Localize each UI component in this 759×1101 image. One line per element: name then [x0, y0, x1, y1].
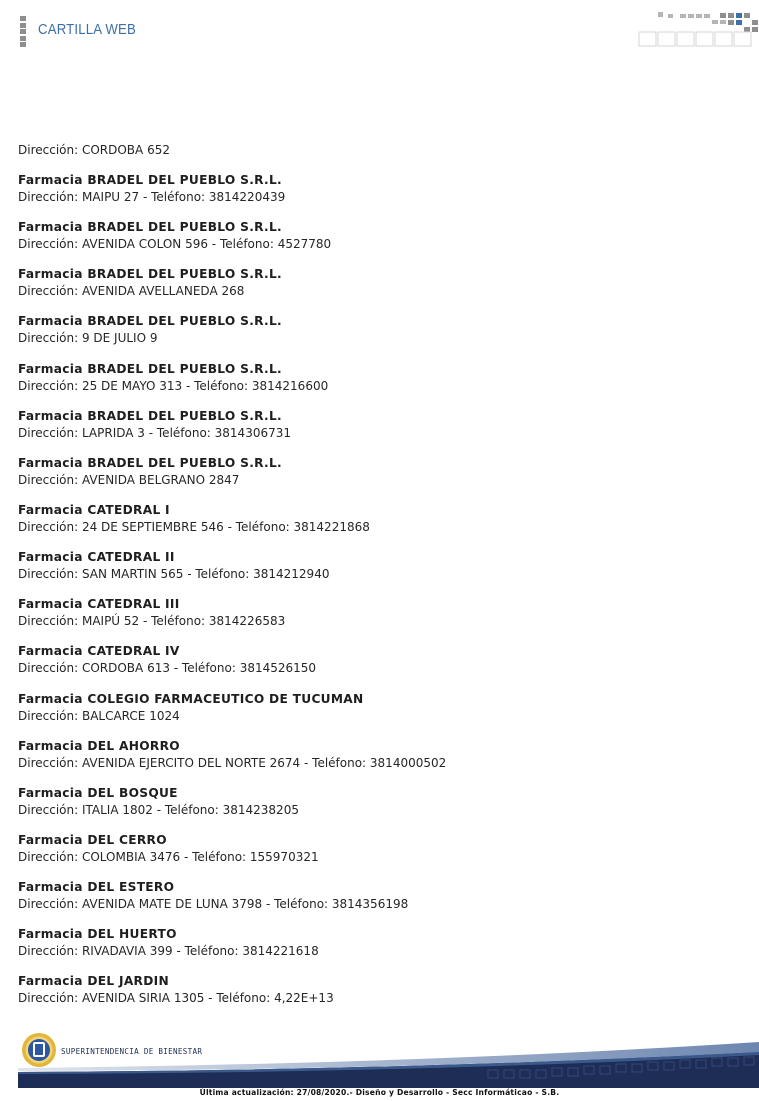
pharmacy-prefix: Farmacia [18, 220, 83, 235]
address-line: Dirección: AVENIDA SIRIA 1305 - Teléfono: 4,22E+13 [18, 991, 334, 1006]
address-line: Dirección: CORDOBA 613 - Teléfono: 3814526150 [18, 661, 317, 676]
pharmacy-name [18, 361, 738, 378]
address-line: Dirección: MAIPÚ 52 - Teléfono: 3814226583 [18, 614, 286, 629]
address-line: Dirección: 24 DE SEPTIEMBRE 546 - Teléfono: 3814221868 [18, 519, 370, 534]
pharmacy-prefix: Farmacia [18, 267, 83, 282]
pharmacy-name [18, 879, 738, 896]
footer-banner [18, 1030, 759, 1088]
list-item [18, 549, 738, 596]
address-line: Dirección: 25 DE MAYO 313 - Teléfono: 3814216600 [18, 378, 329, 393]
pharmacy-title: CATEDRAL I [87, 502, 170, 517]
pharmacy-prefix: Farmacia [18, 550, 83, 565]
pharmacy-name [18, 313, 738, 330]
list-item [18, 973, 738, 1020]
pharmacy-name [18, 549, 738, 566]
pharmacy-name [18, 172, 738, 189]
list-item [18, 879, 738, 926]
pharmacy-title: CATEDRAL II [87, 550, 175, 565]
list-item [18, 172, 738, 219]
list-item [18, 502, 738, 549]
list-item [18, 361, 738, 408]
pharmacy-prefix: Farmacia [18, 644, 83, 659]
pharmacy-prefix: Farmacia [18, 314, 83, 329]
pharmacy-prefix: Farmacia [18, 832, 83, 847]
list-item [18, 596, 738, 643]
list-item [18, 219, 738, 266]
pharmacy-name [18, 455, 738, 472]
address-line: Dirección: AVENIDA EJERCITO DEL NORTE 2674 - Teléfono: 3814000502 [18, 755, 447, 770]
pharmacy-title: DEL ESTERO [87, 880, 175, 895]
pharmacy-title: DEL BOSQUE [87, 785, 178, 800]
pharmacy-prefix: Farmacia [18, 880, 83, 895]
pharmacy-prefix: Farmacia [18, 691, 83, 706]
pharmacy-title: BRADEL DEL PUEBLO S.R.L. [87, 314, 282, 329]
pharmacy-prefix: Farmacia [18, 502, 83, 517]
address-line: Dirección: AVENIDA BELGRANO 2847 [18, 472, 240, 487]
header-mark-icon [20, 16, 26, 46]
pharmacy-name [18, 408, 738, 425]
pharmacy-name [18, 738, 738, 755]
pharmacy-prefix: Farmacia [18, 408, 83, 423]
grid-pattern-icon [638, 10, 759, 48]
list-item [18, 738, 738, 785]
seal-emblem-icon [21, 1032, 57, 1068]
address-line: Dirección: MAIPU 27 - Teléfono: 3814220439 [18, 190, 286, 204]
list-item [18, 926, 738, 973]
pharmacy-prefix: Farmacia [18, 974, 83, 989]
list-item [18, 643, 738, 690]
pharmacy-name [18, 596, 738, 613]
pharmacy-title: BRADEL DEL PUEBLO S.R.L. [87, 455, 282, 470]
pharmacy-name [18, 926, 738, 943]
pharmacy-prefix: Farmacia [18, 738, 83, 753]
pharmacy-name [18, 785, 738, 802]
list-item [18, 313, 738, 360]
pharmacy-list [18, 142, 738, 1021]
pharmacy-title: DEL CERRO [87, 832, 167, 847]
address-line: Dirección: ITALIA 1802 - Teléfono: 3814238205 [18, 802, 299, 817]
list-item [18, 408, 738, 455]
pharmacy-title: CATEDRAL III [87, 597, 180, 612]
address-line: Dirección: 9 DE JULIO 9 [18, 331, 158, 346]
institution-name: SUPERINTENDENCIA DE BIENESTAR [61, 1047, 203, 1056]
pharmacy-title: BRADEL DEL PUEBLO S.R.L. [87, 220, 282, 235]
pharmacy-name [18, 691, 738, 708]
address-line: Dirección: AVENIDA AVELLANEDA 268 [18, 284, 245, 299]
pharmacy-prefix: Farmacia [18, 173, 83, 187]
pharmacy-prefix: Farmacia [18, 927, 83, 942]
pharmacy-title: DEL HUERTO [87, 927, 177, 942]
pharmacy-prefix: Farmacia [18, 361, 83, 376]
address-line: Dirección: RIVADAVIA 399 - Teléfono: 3814221618 [18, 944, 319, 959]
pharmacy-title: BRADEL DEL PUEBLO S.R.L. [87, 361, 282, 376]
pharmacy-prefix: Farmacia [18, 785, 83, 800]
pharmacy-name [18, 266, 738, 283]
pharmacy-title: CATEDRAL IV [87, 644, 180, 659]
pharmacy-title: DEL JARDIN [87, 974, 169, 989]
pharmacy-title: DEL AHORRO [87, 738, 180, 753]
list-item [18, 455, 738, 502]
last-updated: Última actualización: 27/08/2020.- Diseño y Desarrollo - Secc Informáticao - S.B. [199, 1088, 560, 1097]
pharmacy-prefix: Farmacia [18, 455, 83, 470]
list-item [18, 785, 738, 832]
address-line: Dirección: CORDOBA 652 [18, 143, 170, 157]
pharmacy-name [18, 643, 738, 660]
list-item [18, 832, 738, 879]
pharmacy-title: BRADEL DEL PUEBLO S.R.L. [87, 408, 282, 423]
pharmacy-name [18, 502, 738, 519]
pharmacy-name [18, 832, 738, 849]
pharmacy-title: BRADEL DEL PUEBLO S.R.L. [87, 173, 282, 187]
address-line: Dirección: BALCARCE 1024 [18, 708, 180, 723]
address-line: Dirección: COLOMBIA 3476 - Teléfono: 155970321 [18, 849, 319, 864]
address-line: Dirección: AVENIDA MATE DE LUNA 3798 - Teléfono: 3814356198 [18, 897, 409, 912]
pharmacy-name [18, 973, 738, 990]
address-line: Dirección: AVENIDA COLON 596 - Teléfono: 4527780 [18, 237, 332, 252]
pharmacy-title: COLEGIO FARMACEUTICO DE TUCUMAN [87, 691, 364, 706]
list-item [18, 691, 738, 738]
pharmacy-name [18, 219, 738, 236]
page-title: CARTILLA WEB [38, 21, 136, 38]
list-item [18, 266, 738, 313]
footer-band [18, 1030, 759, 1088]
address-line: Dirección: SAN MARTIN 565 - Teléfono: 3814212940 [18, 567, 330, 582]
pharmacy-title: BRADEL DEL PUEBLO S.R.L. [87, 267, 282, 282]
pharmacy-prefix: Farmacia [18, 597, 83, 612]
address-line: Dirección: LAPRIDA 3 - Teléfono: 3814306731 [18, 425, 291, 440]
